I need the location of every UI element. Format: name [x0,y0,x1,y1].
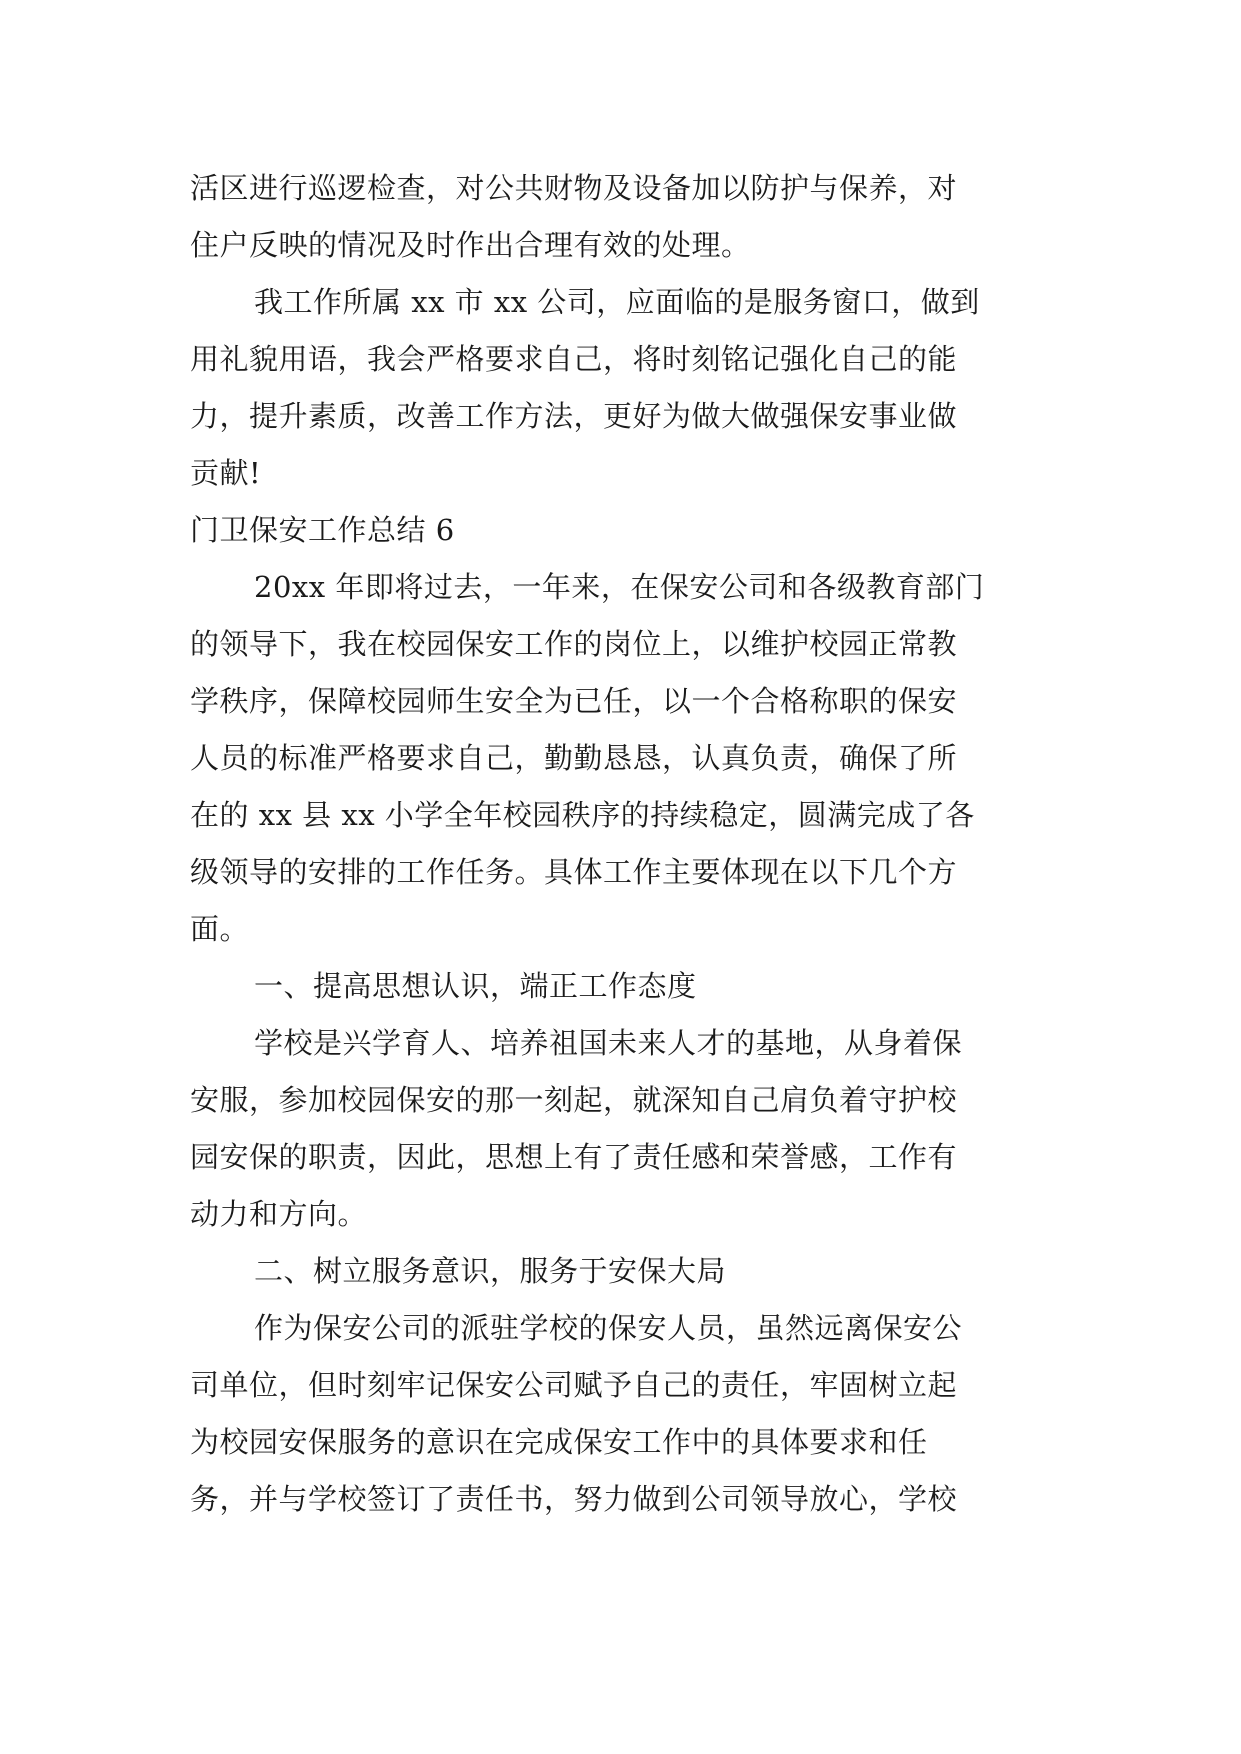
section-title: 门卫保安工作总结 6 [190,513,455,547]
paragraph-first-line: 作为保安公司的派驻学校的保安人员，虽然远离保安公 [254,1311,963,1345]
body-text-line: 在的 xx 县 xx 小学全年校园秩序的持续稳定，圆满完成了各 [190,798,975,832]
body-text-line: 园安保的职责，因此，思想上有了责任感和荣誉感，工作有 [190,1140,958,1174]
body-text-line: 司单位，但时刻牢记保安公司赋予自己的责任，牢固树立起 [190,1368,958,1402]
paragraph-first-line: 20xx 年即将过去，一年来，在保安公司和各级教育部门 [254,570,985,604]
body-text-line: 住户反映的情况及时作出合理有效的处理。 [190,228,751,262]
body-text-line: 安服，参加校园保安的那一刻起，就深知自己肩负着守护校 [190,1083,958,1117]
body-text-line: 学秩序，保障校园师生安全为已任，以一个合格称职的保安 [190,684,958,718]
paragraph-first-line: 我工作所属 xx 市 xx 公司，应面临的是服务窗口，做到 [254,285,980,319]
subheading: 二、树立服务意识，服务于安保大局 [254,1254,727,1288]
body-text-line: 务，并与学校签订了责任书，努力做到公司领导放心，学校 [190,1482,958,1516]
body-text-line: 力，提升素质，改善工作方法，更好为做大做强保安事业做 [190,399,958,433]
body-text-line: 用礼貌用语，我会严格要求自己，将时刻铭记强化自己的能 [190,342,958,376]
body-text-line: 人员的标准严格要求自己，勤勤恳恳，认真负责，确保了所 [190,741,958,775]
body-text-line: 动力和方向。 [190,1197,368,1231]
body-text-line: 贡献! [190,456,262,490]
body-text-line: 级领导的安排的工作任务。具体工作主要体现在以下几个方 [190,855,958,889]
paragraph-first-line: 学校是兴学育人、培养祖国未来人才的基地，从身着保 [254,1026,963,1060]
body-text-line: 的领导下，我在校园保安工作的岗位上，以维护校园正常教 [190,627,958,661]
subheading: 一、提高思想认识，端正工作态度 [254,969,697,1003]
body-text-line: 为校园安保服务的意识在完成保安工作中的具体要求和任 [190,1425,928,1459]
body-text-line: 面。 [190,912,250,946]
body-text-line: 活区进行巡逻检查，对公共财物及设备加以防护与保养，对 [190,171,958,205]
